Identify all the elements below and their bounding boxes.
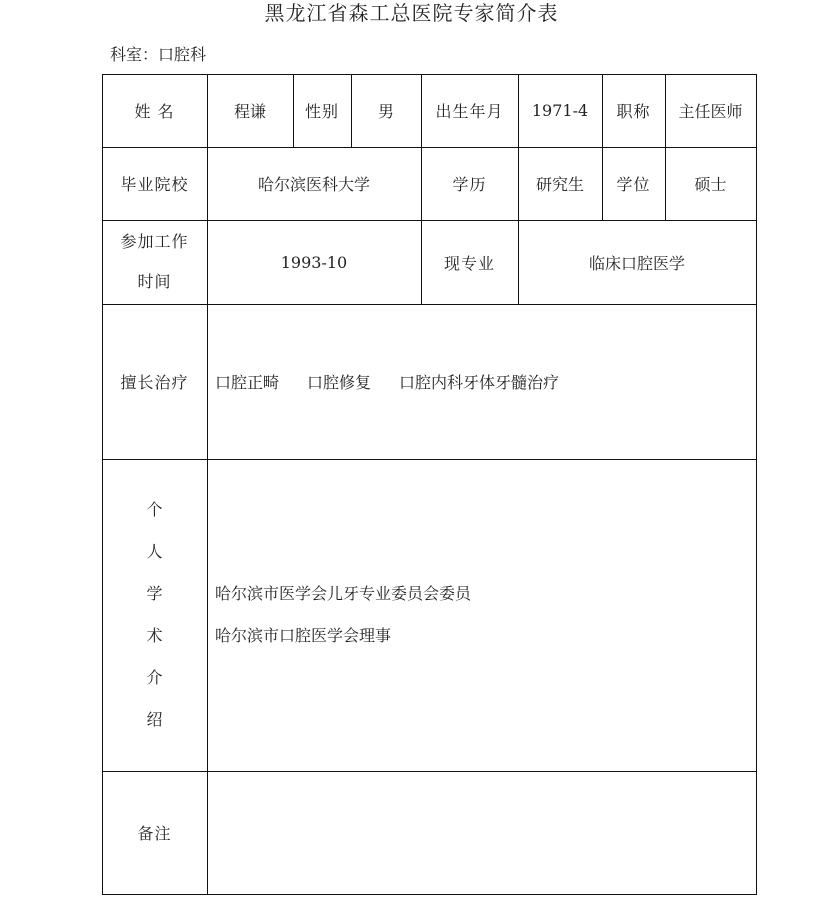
major-label: 现专业 bbox=[443, 253, 495, 273]
specialty-label: 擅长治疗 bbox=[120, 373, 189, 392]
academic-label-char: 绍 bbox=[146, 710, 163, 729]
specialty-list bbox=[207, 304, 756, 459]
academic-line: 哈尔滨市口腔医学会理事 bbox=[215, 626, 392, 645]
table-border bbox=[102, 894, 757, 895]
academic-content bbox=[207, 459, 756, 771]
gender-value: 男 bbox=[377, 102, 394, 121]
table-border bbox=[756, 74, 757, 895]
work-start-value: 1993-10 bbox=[280, 252, 348, 272]
page-title: 黑龙江省森工总医院专家简介表 bbox=[264, 1, 559, 25]
gender-label: 性别 bbox=[304, 102, 339, 121]
department bbox=[110, 42, 206, 65]
department-label: 科室： bbox=[110, 45, 159, 64]
degree-label: 学位 bbox=[616, 175, 651, 194]
work-start-label-line2: 时间 bbox=[137, 272, 172, 291]
work-start-label bbox=[102, 220, 207, 304]
academic-label-char: 个 bbox=[146, 500, 163, 519]
academic-line: 哈尔滨市医学会儿牙专业委员会委员 bbox=[215, 584, 472, 603]
name-label: 姓 名 bbox=[134, 102, 175, 121]
academic-label-char: 人 bbox=[146, 542, 163, 561]
school-value: 哈尔滨医科大学 bbox=[257, 175, 370, 194]
specialty-item: 口腔修复 bbox=[307, 373, 372, 392]
specialty-item: 口腔内科牙体牙髓治疗 bbox=[399, 373, 560, 392]
academic-label bbox=[102, 459, 207, 771]
degree-value: 硕士 bbox=[694, 175, 727, 194]
remarks-label: 备注 bbox=[137, 824, 172, 843]
birth-label: 出生年月 bbox=[435, 102, 504, 121]
academic-label-char: 学 bbox=[146, 584, 163, 603]
academic-label-char: 介 bbox=[146, 668, 163, 687]
work-start-label-line1: 参加工作 bbox=[120, 232, 189, 251]
title-value: 主任医师 bbox=[678, 102, 743, 121]
academic-label-char: 术 bbox=[146, 626, 163, 645]
education-label: 学历 bbox=[452, 175, 487, 194]
remarks-value bbox=[207, 771, 756, 894]
title-label: 职称 bbox=[616, 102, 651, 121]
department-value: 口腔科 bbox=[158, 45, 207, 64]
name-value: 程谦 bbox=[233, 102, 266, 121]
major-value: 临床口腔医学 bbox=[588, 253, 685, 273]
school-label: 毕业院校 bbox=[120, 175, 189, 194]
specialty-item: 口腔正畸 bbox=[215, 373, 280, 392]
birth-value: 1971-4 bbox=[531, 101, 589, 120]
education-value: 研究生 bbox=[535, 175, 584, 194]
